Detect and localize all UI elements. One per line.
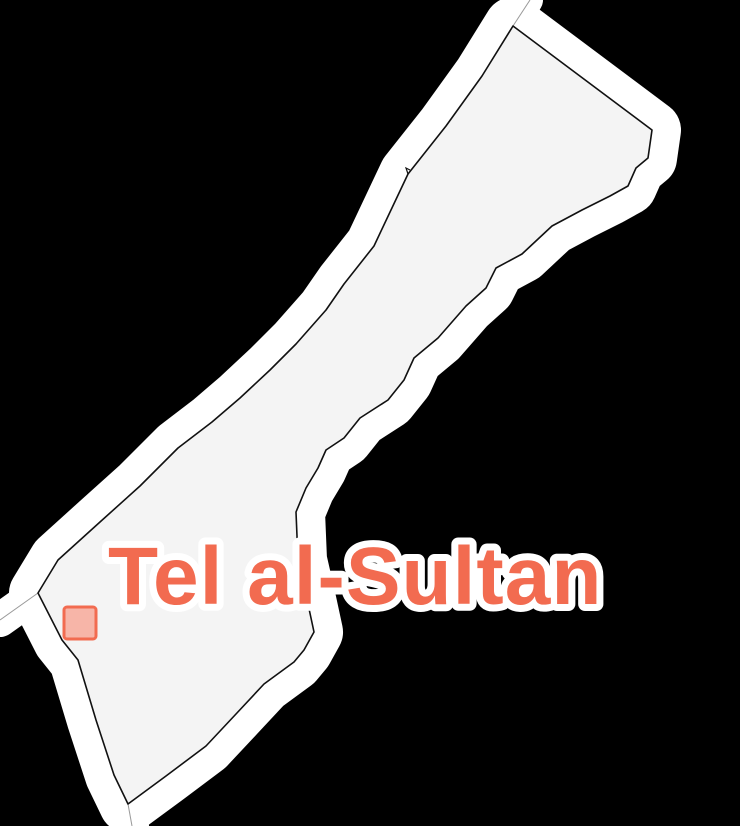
tel-al-sultan-marker[interactable] — [64, 607, 96, 639]
tel-al-sultan-label: Tel al-Sultan — [108, 531, 603, 622]
